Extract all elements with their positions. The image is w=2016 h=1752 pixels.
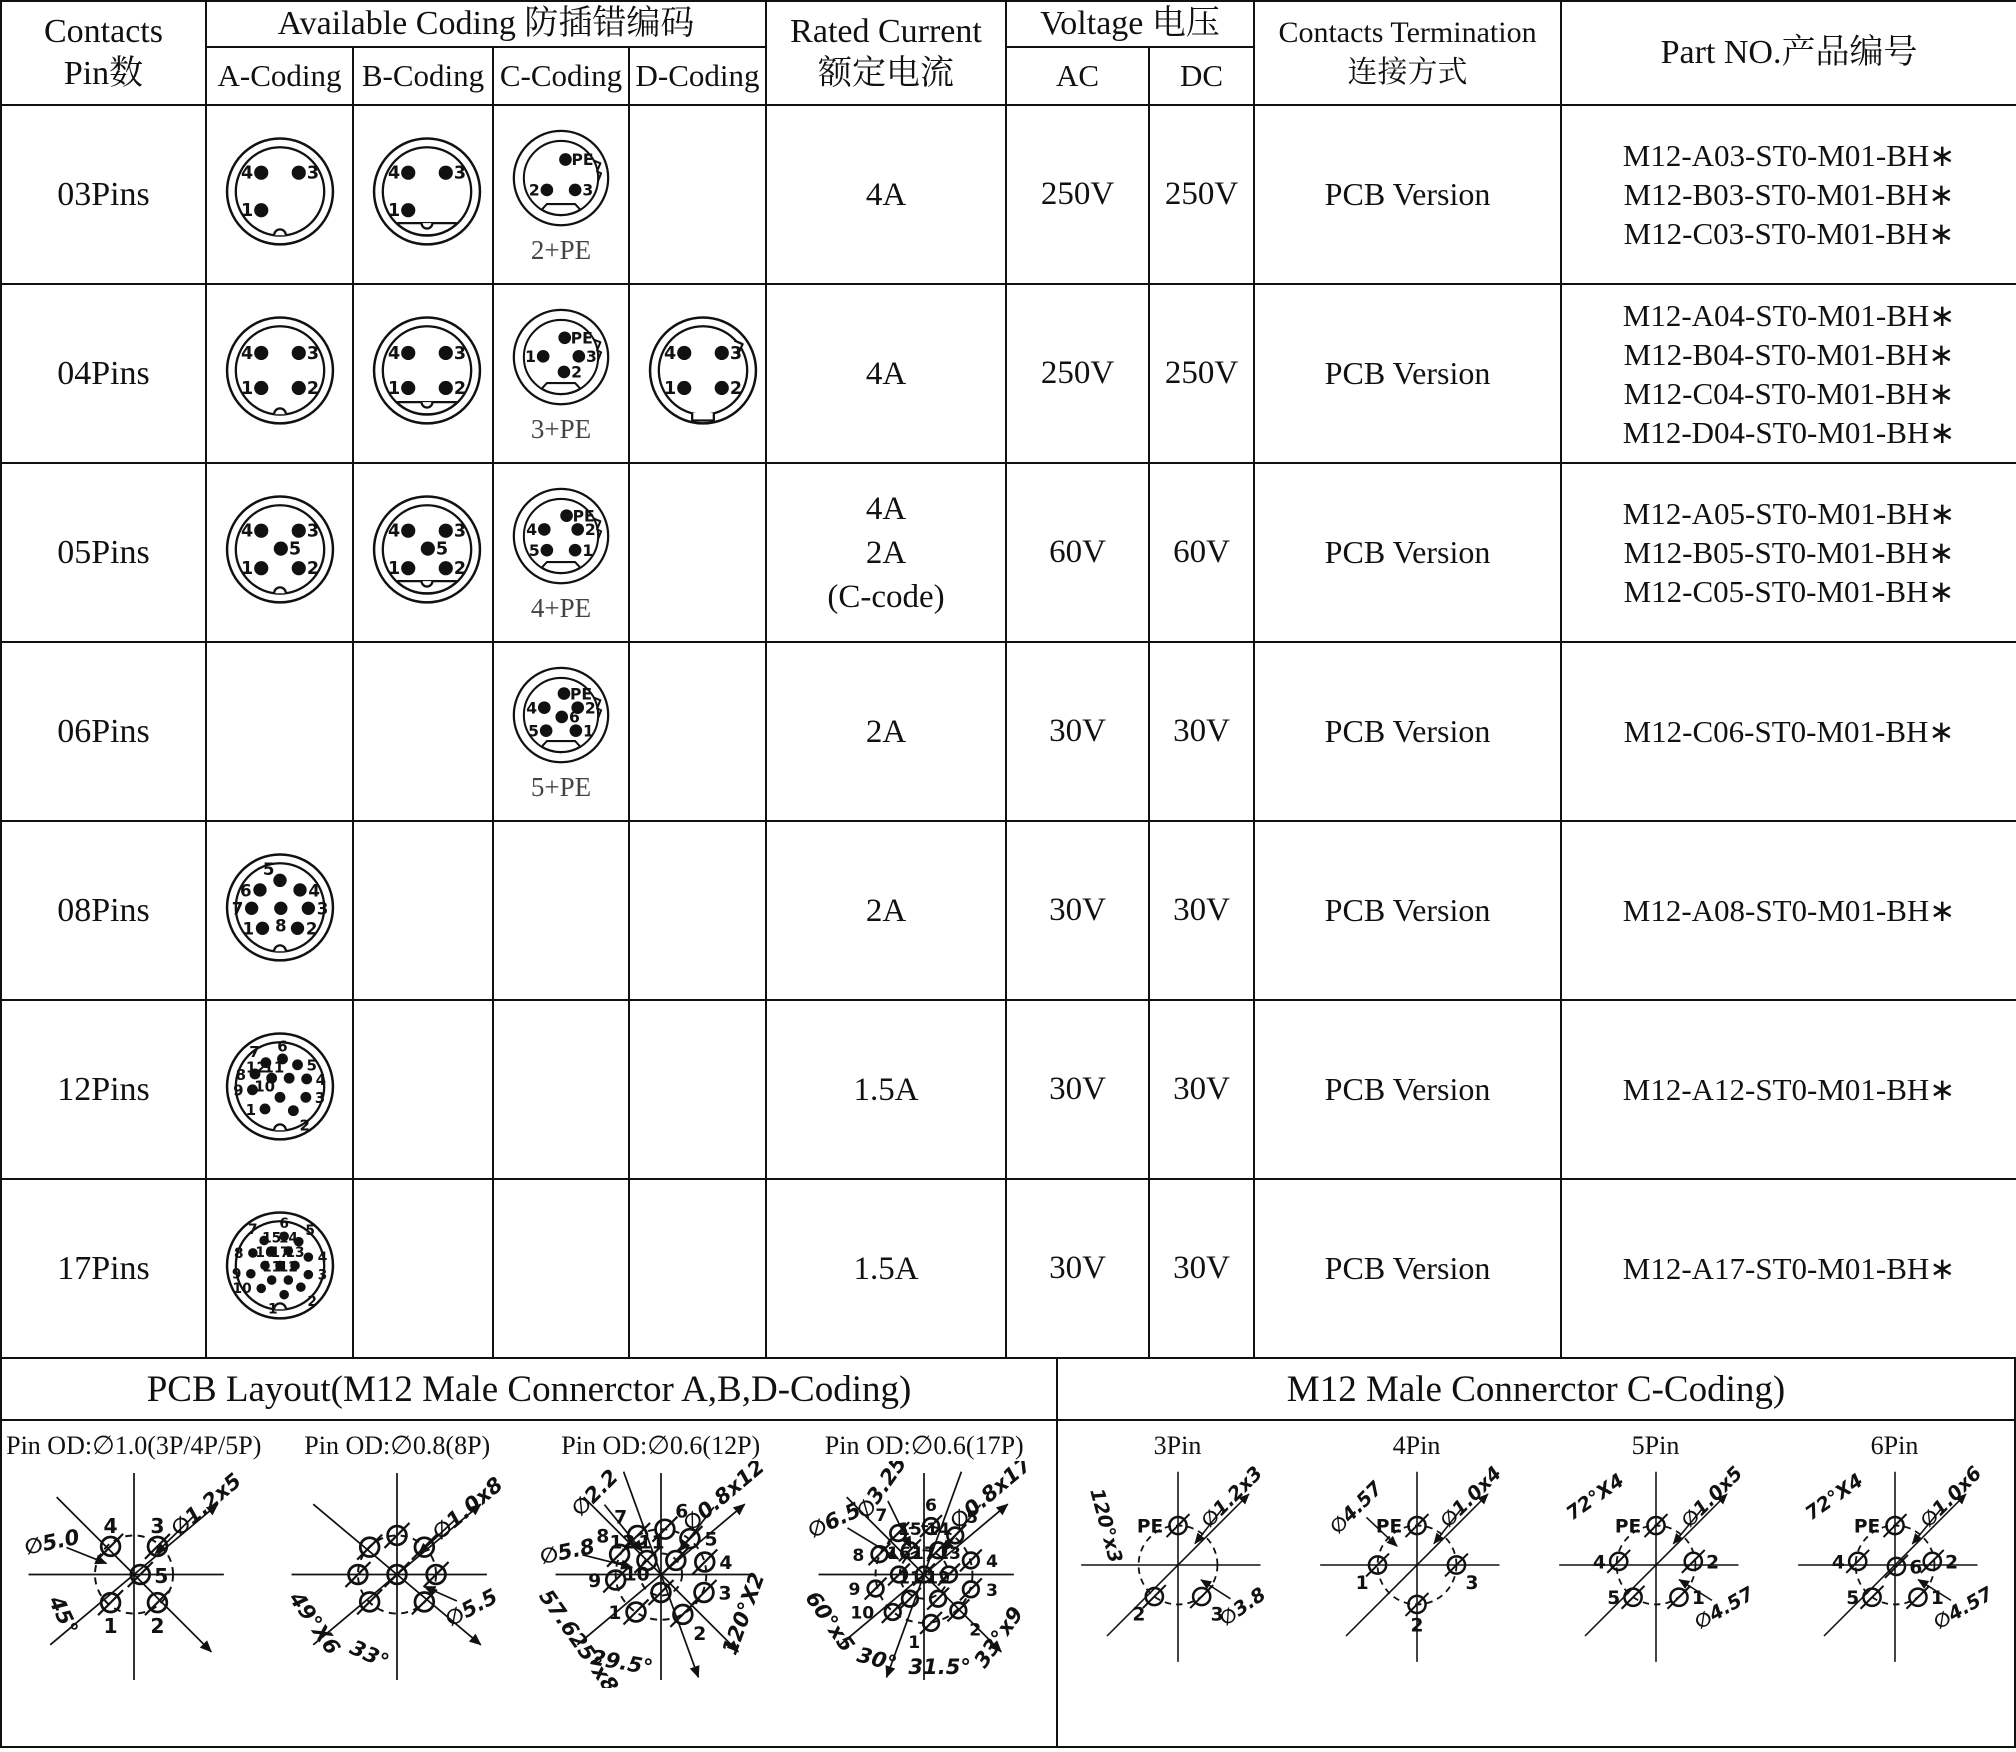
svg-text:2 (299, 1116, 309, 1134)
pcb-layout-c3p-diagram (1063, 1461, 1293, 1669)
dim-annotation (1085, 1486, 1127, 1565)
pcb-diagram-column (1775, 1421, 2014, 1746)
termination-cell: PCB Version (1254, 1000, 1561, 1179)
rated-current-cell: 4A 2A (C-code) (766, 463, 1006, 642)
svg-text:1 (388, 378, 400, 398)
svg-text:6 (277, 1037, 287, 1055)
pcb-layout-p12-diagram (536, 1461, 786, 1688)
svg-text:5 (154, 1564, 168, 1588)
header-term-en: Contacts Termination (1278, 16, 1537, 49)
pcb-layout-left (2, 1359, 1058, 1746)
dim-annotation (1676, 1462, 1747, 1533)
dc-voltage-cell: 30V (1149, 1000, 1254, 1179)
dim-annotation (43, 1591, 83, 1639)
dim-annotation (427, 1472, 507, 1545)
svg-text:15 (898, 1520, 922, 1540)
header-ac: AC (1006, 47, 1149, 105)
svg-text:10 (851, 1604, 875, 1624)
coding-cell (629, 1000, 766, 1179)
svg-text:PE (571, 329, 593, 347)
rated-current-cell: 1.5A (766, 1179, 1006, 1358)
pcb-diagram-column (1058, 1421, 1297, 1746)
header-rated-current (766, 1, 1006, 105)
part-numbers-cell: M12-A12-ST0-M01-BH∗ (1561, 1000, 2016, 1179)
svg-text:1 (1355, 1573, 1368, 1594)
part-numbers-cell: M12-C06-ST0-M01-BH∗ (1561, 642, 2016, 821)
termination-cell: PCB Version (1254, 105, 1561, 284)
dim-annotation (284, 1586, 346, 1659)
ac-voltage-cell: 60V (1006, 463, 1149, 642)
rated-current-cell: 4A (766, 284, 1006, 463)
svg-text:6 (925, 1496, 937, 1516)
svg-text:3 (150, 1514, 164, 1538)
dim-annotation (1196, 1462, 1267, 1533)
pcb-diagram-column (1536, 1421, 1775, 1746)
svg-text:1 (664, 378, 676, 398)
svg-text:7 (614, 1508, 627, 1529)
pcb-layout-p5-diagram (9, 1461, 259, 1688)
connector-a5-diagram (207, 489, 353, 612)
pcb-layout-c6p-diagram (1780, 1461, 2010, 1669)
svg-text:2 (306, 919, 318, 938)
part-numbers-cell: M12-A03-ST0-M01-BH∗ M12-B03-ST0-M01-BH∗ M12-C03-ST0-M01-BH∗ (1561, 105, 2016, 284)
svg-text:6 (569, 708, 580, 726)
header-term-cn: 连接方式 (1347, 56, 1468, 89)
coding-cell (493, 463, 629, 642)
header-c-coding: C-Coding (493, 47, 629, 105)
connector-b3-diagram (354, 131, 493, 254)
coding-cell (493, 1179, 629, 1358)
svg-text:PE (571, 151, 593, 169)
svg-text:4 (308, 881, 320, 900)
svg-text:7 (232, 899, 244, 918)
svg-text:10 (623, 1565, 649, 1586)
svg-text:8 (275, 916, 287, 935)
coding-caption: 3+PE (530, 413, 592, 444)
pcb-layout-p8-diagram (272, 1461, 522, 1688)
coding-caption: 4+PE (530, 592, 592, 623)
svg-text:5 (436, 539, 448, 559)
svg-text:3 (307, 163, 319, 183)
svg-text:13 (937, 1544, 961, 1564)
pcb-section (0, 1359, 2016, 1748)
svg-text:1 (241, 559, 253, 579)
svg-text:5 (1607, 1588, 1620, 1609)
pcb-left-title: PCB Layout(M12 Male Connerctor A,B,D-Coding) (2, 1359, 1056, 1421)
termination-cell: PCB Version (1254, 642, 1561, 821)
svg-text:9 (233, 1081, 243, 1099)
dim-annotation (1915, 1462, 1986, 1533)
connector-c4-diagram (496, 303, 626, 413)
svg-text:PE (1853, 1516, 1879, 1537)
table-row (1, 1000, 2016, 1179)
coding-cell (629, 105, 766, 284)
svg-text:4 (388, 343, 400, 363)
pin-count-cell: 05Pins (1, 463, 206, 642)
ac-voltage-cell: 250V (1006, 105, 1149, 284)
table-row (1, 463, 2016, 642)
svg-text:11 (638, 1533, 664, 1554)
pcb-diagram-column (793, 1421, 1057, 1746)
table-row (1, 105, 2016, 284)
termination-cell: PCB Version (1254, 821, 1561, 1000)
coding-cell (629, 642, 766, 821)
pcb-diagram-column (1297, 1421, 1536, 1746)
svg-text:4 (719, 1553, 732, 1574)
connector-b5-diagram (354, 489, 493, 612)
coding-cell (206, 821, 353, 1000)
svg-text:8 (596, 1526, 609, 1547)
connector-a17-diagram (207, 1205, 353, 1328)
svg-text:4 (241, 343, 253, 363)
svg-text:3 (454, 343, 466, 363)
svg-text:2 (693, 1624, 706, 1645)
svg-text:2 (307, 559, 319, 579)
svg-text:4 (388, 521, 400, 541)
svg-text:2 (571, 363, 582, 381)
connector-c5-diagram (496, 482, 626, 592)
svg-text:1 (103, 1614, 117, 1638)
svg-text:1 (525, 348, 536, 366)
dc-voltage-cell: 30V (1149, 821, 1254, 1000)
svg-text:7 (248, 1221, 258, 1237)
coding-cell (206, 1179, 353, 1358)
termination-cell: PCB Version (1254, 1179, 1561, 1358)
svg-text:2 (1410, 1615, 1423, 1636)
header-termination (1254, 1, 1561, 105)
pcb-layout-right (1058, 1359, 2014, 1746)
svg-text:5 (529, 541, 540, 559)
svg-text:4 (103, 1514, 117, 1538)
svg-text:3 (307, 521, 319, 541)
dim-annotation (855, 1642, 900, 1676)
coding-cell (353, 1179, 493, 1358)
coding-caption: 5+PE (530, 771, 592, 802)
svg-text:2 (150, 1614, 164, 1638)
coding-cell (629, 821, 766, 1000)
svg-text:4 (241, 521, 253, 541)
svg-text:1 (388, 201, 400, 221)
svg-text:9 (588, 1571, 601, 1592)
svg-text:5 (263, 860, 275, 879)
pin-count-cell: 17Pins (1, 1179, 206, 1358)
pin-count-cell: 03Pins (1, 105, 206, 284)
coding-cell (493, 284, 629, 463)
svg-text:4 (316, 1070, 326, 1088)
pcb-diagram-column (266, 1421, 530, 1746)
svg-text:9 (232, 1266, 242, 1282)
pcb-layout-p17-diagram (799, 1461, 1049, 1688)
pcb-right-title: M12 Male Connerctor C-Coding) (1058, 1359, 2014, 1421)
rated-current-cell: 2A (766, 642, 1006, 821)
part-numbers-cell: M12-A17-ST0-M01-BH∗ (1561, 1179, 2016, 1358)
dim-annotation (347, 1634, 394, 1674)
svg-text:1 (246, 1100, 256, 1118)
ac-voltage-cell: 30V (1006, 1000, 1149, 1179)
svg-text:11 (263, 1058, 284, 1076)
header-b-coding: B-Coding (353, 47, 493, 105)
svg-text:2 (585, 521, 596, 539)
ac-voltage-cell: 250V (1006, 284, 1149, 463)
svg-text:10 (232, 1281, 251, 1297)
svg-text:2 (730, 378, 742, 398)
header-contacts-cn: Pin数 (63, 55, 144, 92)
dim-annotation (166, 1468, 246, 1541)
svg-text:1 (243, 919, 255, 938)
svg-text:2 (307, 1294, 317, 1310)
pin-count-cell: 06Pins (1, 642, 206, 821)
svg-text:8 (853, 1546, 865, 1566)
svg-text:4 (664, 343, 676, 363)
pin-count-cell: 08Pins (1, 821, 206, 1000)
svg-text:6 (1909, 1557, 1922, 1578)
svg-text:12 (926, 1568, 950, 1588)
dim-annotation (909, 1654, 972, 1679)
coding-cell (206, 1000, 353, 1179)
svg-text:PE (1614, 1516, 1640, 1537)
svg-text:5 (305, 1223, 315, 1239)
svg-text:PE (1136, 1516, 1162, 1537)
pcb-layout-c4p-diagram (1302, 1461, 1532, 1669)
pcb-diagram-column (2, 1421, 266, 1746)
table-row (1, 1179, 2016, 1358)
dc-voltage-cell: 250V (1149, 105, 1254, 284)
table-row (1, 642, 2016, 821)
header-row-1 (1, 1, 2016, 47)
svg-text:11 (898, 1568, 922, 1588)
part-numbers-cell: M12-A08-ST0-M01-BH∗ (1561, 821, 2016, 1000)
svg-text:3 (307, 343, 319, 363)
svg-text:1 (241, 378, 253, 398)
dim-annotation (1435, 1462, 1506, 1533)
svg-text:1 (908, 1633, 920, 1653)
svg-text:12 (609, 1533, 635, 1554)
svg-text:1 (268, 1301, 278, 1317)
dim-annotation (441, 1583, 502, 1631)
part-numbers-cell: M12-A04-ST0-M01-BH∗ M12-B04-ST0-M01-BH∗ M12-C04-ST0-M01-BH∗ M12-D04-ST0-M01-BH∗ (1561, 284, 2016, 463)
svg-text:2 (454, 378, 466, 398)
svg-text:2 (585, 699, 596, 717)
dc-voltage-cell: 60V (1149, 463, 1254, 642)
dim-annotation (1215, 1583, 1270, 1631)
svg-text:4 (986, 1552, 998, 1572)
pcb-diagram-label: Pin OD:∅0.8(8P) (304, 1431, 491, 1460)
part-numbers-cell: M12-A05-ST0-M01-BH∗ M12-B05-ST0-M01-BH∗ M12-C05-ST0-M01-BH∗ (1561, 463, 2016, 642)
coding-cell (353, 105, 493, 284)
svg-text:1 (608, 1603, 621, 1624)
coding-cell (493, 105, 629, 284)
svg-text:3 (986, 1581, 998, 1601)
svg-text:16 (887, 1544, 911, 1564)
svg-text:9 (849, 1580, 861, 1600)
connector-c3-diagram (496, 124, 626, 234)
header-dc: DC (1149, 47, 1254, 105)
pcb-diagram-column (529, 1421, 793, 1746)
coding-cell (493, 821, 629, 1000)
coding-cell (493, 1000, 629, 1179)
dim-annotation (537, 1533, 596, 1569)
svg-text:5 (289, 539, 301, 559)
svg-text:5 (704, 1530, 717, 1551)
pcb-diagram-label: Pin OD:∅0.6(17P) (824, 1431, 1024, 1460)
svg-text:17 (912, 1544, 936, 1564)
coding-cell (353, 284, 493, 463)
svg-text:3 (454, 163, 466, 183)
pcb-diagram-label: Pin OD:∅0.6(12P) (561, 1431, 761, 1460)
svg-text:2 (1945, 1552, 1958, 1573)
pcb-diagram-label: 3Pin (1153, 1431, 1202, 1460)
svg-text:4 (1831, 1552, 1844, 1573)
ac-voltage-cell: 30V (1006, 1179, 1149, 1358)
termination-cell: PCB Version (1254, 463, 1561, 642)
svg-text:3 (318, 1267, 328, 1283)
pcb-diagram-label: Pin OD:∅1.0(3P/4P/5P) (6, 1431, 262, 1460)
connector-a8-diagram (207, 847, 353, 970)
coding-caption: 2+PE (530, 234, 592, 265)
svg-text:3 (586, 348, 597, 366)
svg-text:1 (241, 201, 253, 221)
dim-annotation (945, 1461, 1037, 1534)
pcb-diagram-label: 4Pin (1392, 1431, 1441, 1460)
svg-text:1 (583, 722, 594, 740)
svg-text:2 (1132, 1604, 1145, 1625)
coding-cell (629, 284, 766, 463)
coding-cell (206, 463, 353, 642)
svg-text:1 (388, 559, 400, 579)
table-row (1, 284, 2016, 463)
connector-d4-diagram (630, 310, 766, 433)
pin-count-cell: 04Pins (1, 284, 206, 463)
dim-annotation (22, 1524, 81, 1560)
coding-cell (353, 463, 493, 642)
connector-a3-diagram (207, 131, 353, 254)
pcb-layout-c5p-diagram (1541, 1461, 1771, 1669)
coding-cell (353, 642, 493, 821)
svg-text:5 (528, 722, 539, 740)
svg-text:1 (582, 541, 593, 559)
svg-text:2 (1706, 1552, 1719, 1573)
coding-cell (206, 105, 353, 284)
svg-text:2 (307, 378, 319, 398)
header-part-no: Part NO.产品编号 (1561, 1, 2016, 105)
pin-count-cell: 12Pins (1, 1000, 206, 1179)
svg-text:10 (254, 1077, 275, 1095)
dim-annotation (804, 1497, 865, 1543)
dim-annotation (678, 1461, 769, 1536)
rated-current-cell: 1.5A (766, 1000, 1006, 1179)
coding-cell (629, 1179, 766, 1358)
coding-cell (353, 821, 493, 1000)
connector-c6-diagram (496, 661, 626, 771)
svg-text:4 (526, 699, 537, 717)
svg-text:8 (234, 1245, 244, 1261)
svg-text:3 (718, 1584, 731, 1605)
termination-cell: PCB Version (1254, 284, 1561, 463)
svg-text:4 (318, 1249, 328, 1265)
svg-text:4 (241, 163, 253, 183)
pcb-diagram-label: 5Pin (1631, 1431, 1680, 1460)
pcb-right-diagrams (1058, 1421, 2014, 1746)
ac-voltage-cell: 30V (1006, 821, 1149, 1000)
rated-current-cell: 2A (766, 821, 1006, 1000)
coding-cell (353, 1000, 493, 1179)
svg-text:4 (1592, 1552, 1605, 1573)
table-row (1, 821, 2016, 1000)
svg-text:4 (388, 163, 400, 183)
svg-text:3 (730, 343, 742, 363)
header-contacts (1, 1, 206, 105)
header-a-coding: A-Coding (206, 47, 353, 105)
svg-text:3 (315, 1089, 325, 1107)
svg-text:3 (454, 521, 466, 541)
pcb-left-diagrams (2, 1421, 1056, 1746)
dc-voltage-cell: 30V (1149, 1179, 1254, 1358)
header-available-coding: Available Coding 防插错编码 (206, 1, 766, 47)
svg-text:5 (1846, 1588, 1859, 1609)
coding-cell (493, 642, 629, 821)
connector-b4-diagram (354, 310, 493, 433)
rated-current-cell: 4A (766, 105, 1006, 284)
header-rated-en: Rated Current (790, 13, 982, 50)
connector-a12-diagram (207, 1026, 353, 1149)
svg-text:4 (526, 521, 537, 539)
svg-text:3 (582, 181, 593, 199)
pcb-diagram-label: 6Pin (1870, 1431, 1919, 1460)
header-contacts-en: Contacts (44, 13, 163, 50)
coding-cell (206, 642, 353, 821)
header-d-coding: D-Coding (629, 47, 766, 105)
dc-voltage-cell: 30V (1149, 642, 1254, 821)
header-rated-cn: 额定电流 (818, 55, 955, 92)
svg-text:3 (317, 899, 329, 918)
svg-text:14 (926, 1520, 950, 1540)
svg-text:3 (1465, 1573, 1478, 1594)
dc-voltage-cell: 250V (1149, 284, 1254, 463)
svg-text:PE (1375, 1516, 1401, 1537)
svg-text:6 (240, 881, 252, 900)
svg-text:2 (529, 181, 540, 199)
svg-text:12 (279, 1259, 298, 1275)
coding-cell (629, 463, 766, 642)
connector-a4-diagram (207, 310, 353, 433)
header-voltage: Voltage 电压 (1006, 1, 1254, 47)
svg-text:2 (454, 559, 466, 579)
coding-cell (206, 284, 353, 463)
ac-voltage-cell: 30V (1006, 642, 1149, 821)
